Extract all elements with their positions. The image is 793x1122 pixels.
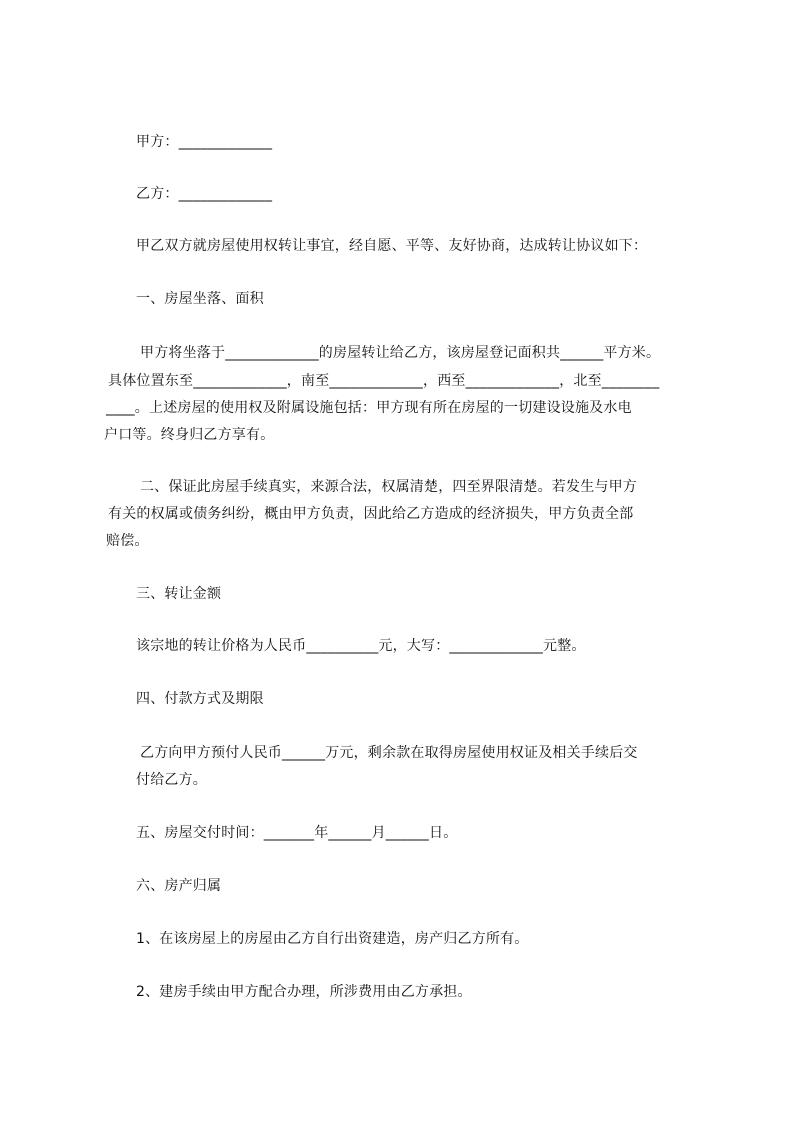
section-1-line-4: 户口等。终身归乙方享有。 [104, 427, 275, 443]
section-1-line-1: 甲方将坐落于_____________的房屋转让给乙方，该房屋登记面积共______平方米。 [140, 345, 661, 361]
intro-paragraph: 甲乙双方就房屋使用权转让事宜，经自愿、平等、友好协商，达成转让协议如下： [136, 238, 648, 254]
section-4-line-2: 付给乙方。 [136, 772, 207, 788]
section-2-line-1: 二、保证此房屋手续真实，来源合法，权属清楚，四至界限清楚。若发生与甲方 [140, 479, 637, 495]
section-3-line: 该宗地的转让价格为人民币__________元，大写：_____________元整。 [136, 638, 586, 654]
section-3-heading: 三、转让金额 [136, 586, 222, 602]
section-4-line-1: 乙方向甲方预付人民币______万元，剩余款在取得房屋使用权证及相关手续后交 [140, 745, 638, 761]
section-5-line: 五、房屋交付时间：_______年______月______日。 [136, 825, 458, 841]
section-6-item-2: 2、建房手续由甲方配合办理，所涉费用由乙方承担。 [136, 984, 472, 1000]
party-a-line: 甲方：_____________ [136, 134, 273, 150]
section-6-heading: 六、房产归属 [136, 878, 222, 894]
section-4-heading: 四、付款方式及期限 [136, 691, 264, 707]
section-1-heading: 一、房屋坐落、面积 [136, 291, 264, 307]
section-1-line-2: 具体位置东至_____________，南至_____________，西至_____________，北至________ [108, 373, 660, 389]
section-2-line-3: 赔偿。 [106, 533, 149, 549]
section-1-line-3: ____。上述房屋的使用权及附属设施包括：甲方现有所在房屋的一切建设设施及水电 [106, 400, 632, 416]
section-2-line-2: 有关的权属或债务纠纷，概由甲方负责，因此给乙方造成的经济损失，甲方负责全部 [108, 506, 634, 522]
section-6-item-1: 1、在该房屋上的房屋由乙方自行出资建造，房产归乙方所有。 [136, 931, 529, 947]
party-b-line: 乙方：_____________ [136, 186, 273, 202]
